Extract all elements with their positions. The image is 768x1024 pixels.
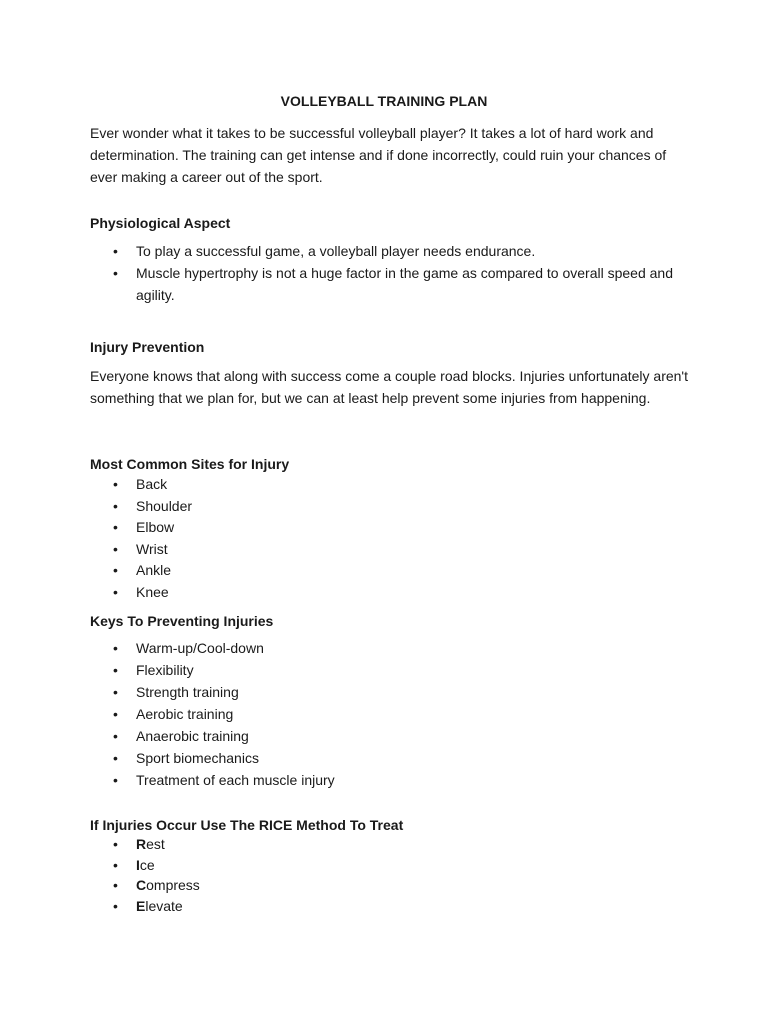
list-item: • Warm-up/Cool-down xyxy=(0,637,676,659)
list-item: • To play a successful game, a volleyball player needs endurance. xyxy=(0,240,676,262)
injury-prevention-paragraph: Everyone knows that along with success come a couple road blocks. Injuries unfortunately aren't something that we plan for, but we can at least help prevent some injuries from happening. xyxy=(90,368,688,406)
list-item: • Strength training xyxy=(0,681,676,703)
document-title: VOLLEYBALL TRAINING PLAN xyxy=(280,93,488,109)
list-item: • Treatment of each muscle injury xyxy=(0,769,676,791)
bullet-icon: • xyxy=(113,562,118,578)
bullet-icon: • xyxy=(113,519,118,535)
bullet-icon: • xyxy=(113,706,118,722)
rice-heading: If Injuries Occur Use The RICE Method To Treat xyxy=(90,817,404,833)
list-item: • Wrist xyxy=(0,539,676,561)
bullet-icon: • xyxy=(113,662,118,678)
bullet-icon: • xyxy=(113,728,118,744)
bullet-icon: • xyxy=(113,540,118,557)
bullet-icon: • xyxy=(113,265,118,281)
bullet-icon: • xyxy=(113,497,118,514)
list-item: • Ankle xyxy=(0,560,676,582)
list-item: • Elbow xyxy=(0,517,676,539)
list-item: • Knee xyxy=(0,582,676,604)
list-item: • Aerobic training xyxy=(0,703,676,725)
list-item: • Anaerobic training xyxy=(0,725,676,747)
bullet-icon: • xyxy=(113,640,118,656)
bullet-icon: • xyxy=(113,684,118,700)
list-item: • Rest xyxy=(0,834,676,855)
bullet-icon: • xyxy=(113,877,118,893)
rice-list xyxy=(0,834,676,916)
bullet-icon: • xyxy=(113,836,118,852)
list-item: • Shoulder xyxy=(0,496,676,518)
bullet-icon: • xyxy=(113,897,118,914)
list-item: • Compress xyxy=(0,875,676,896)
bullet-icon: • xyxy=(113,750,118,766)
bullet-icon: • xyxy=(113,243,118,259)
list-item: • Back xyxy=(0,474,676,496)
keys-list xyxy=(0,637,676,791)
common-sites-list xyxy=(0,474,676,603)
list-item: • Ice xyxy=(0,855,676,876)
list-item: • Muscle hypertrophy is not a huge factor in the game as compared to overall speed and agility. xyxy=(0,262,676,306)
physiological-list xyxy=(0,240,676,306)
bullet-icon: • xyxy=(113,856,118,873)
bullet-icon: • xyxy=(113,772,118,788)
bullet-icon: • xyxy=(113,476,118,492)
intro-paragraph: Ever wonder what it takes to be successful volleyball player? It takes a lot of hard work and determination. The training can get intense and if done incorrectly, could ruin your chances of ever making a career out of the sport. xyxy=(90,125,667,185)
physiological-heading: Physiological Aspect xyxy=(90,215,231,231)
bullet-icon: • xyxy=(113,583,118,600)
list-item: • Elevate xyxy=(0,896,676,917)
keys-heading: Keys To Preventing Injuries xyxy=(90,613,274,629)
list-item: • Sport biomechanics xyxy=(0,747,676,769)
injury-prevention-heading: Injury Prevention xyxy=(90,339,205,355)
common-sites-heading: Most Common Sites for Injury xyxy=(90,456,290,472)
list-item: • Flexibility xyxy=(0,659,676,681)
